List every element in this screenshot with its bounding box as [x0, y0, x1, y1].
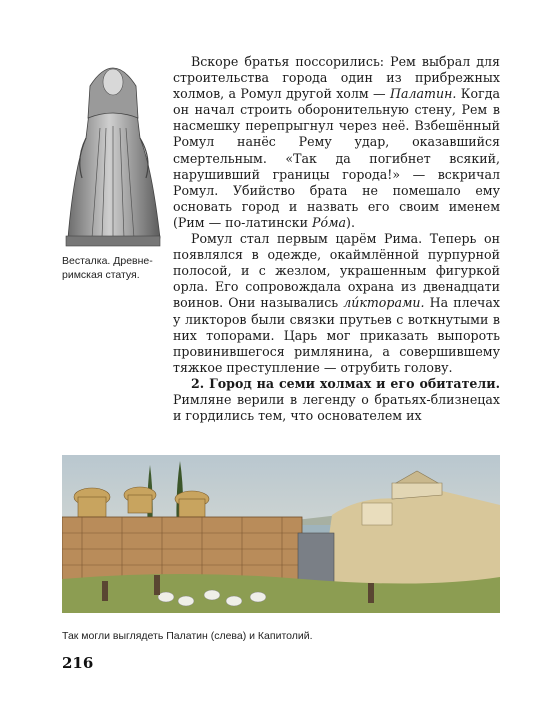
paragraph-2: Ромул стал первым царём Рима. Теперь он появлялся в одежде, окаймлённой пурпурной полосой, и с жезлом, украшенным фигуркой орла. Его сопровождала охрана из двенадцати воинов. Они назывались ли́кторами. На плечах у ликторов были связки прутьев с воткнутыми в них топорами. Царь мог приказать выпороть провинившегося римлянина, а совершившему тяжкое преступление — отрубить голову.	[173, 231, 500, 375]
term-palatine: Палатин.	[390, 86, 457, 102]
palatine-capitol-illustration	[62, 455, 500, 613]
section-heading: 2. Город на семи холмах и его обитатели.	[191, 375, 500, 391]
vestal-statue-image	[62, 48, 164, 248]
statue-caption: Весталка. Древне-римская статуя.	[62, 255, 153, 281]
page-number: 216	[62, 654, 94, 672]
paragraph-1: Вскоре братья поссорились: Рем выбрал для строительства города один из прибрежных холмов, а Ромул другой холм — Палатин. Когда он начал строить оборонительную стену, Рем в насмешку перепрыгнул через неё. Взбешённый Ромул нанёс Рему удар, оказавшийся смертельным. «Так да погибнет всякий, нарушивший границы города!» — вскричал Ромул. Убийство брата не помешало ему основать город и назвать его своим именем (Рим — по-латински Рóма).	[173, 54, 500, 230]
term-lictors: ли́кторами.	[343, 295, 425, 311]
illustration-caption: Так могли выглядеть Палатин (слева) и Капитолий.	[62, 630, 313, 642]
term-roma: Рóма	[312, 214, 347, 230]
main-text	[173, 54, 500, 424]
paragraph-3: 2. Город на семи холмах и его обитатели. Римляне верили в легенду о братьях-близнецах и гордились тем, что основателем их	[173, 375, 500, 424]
